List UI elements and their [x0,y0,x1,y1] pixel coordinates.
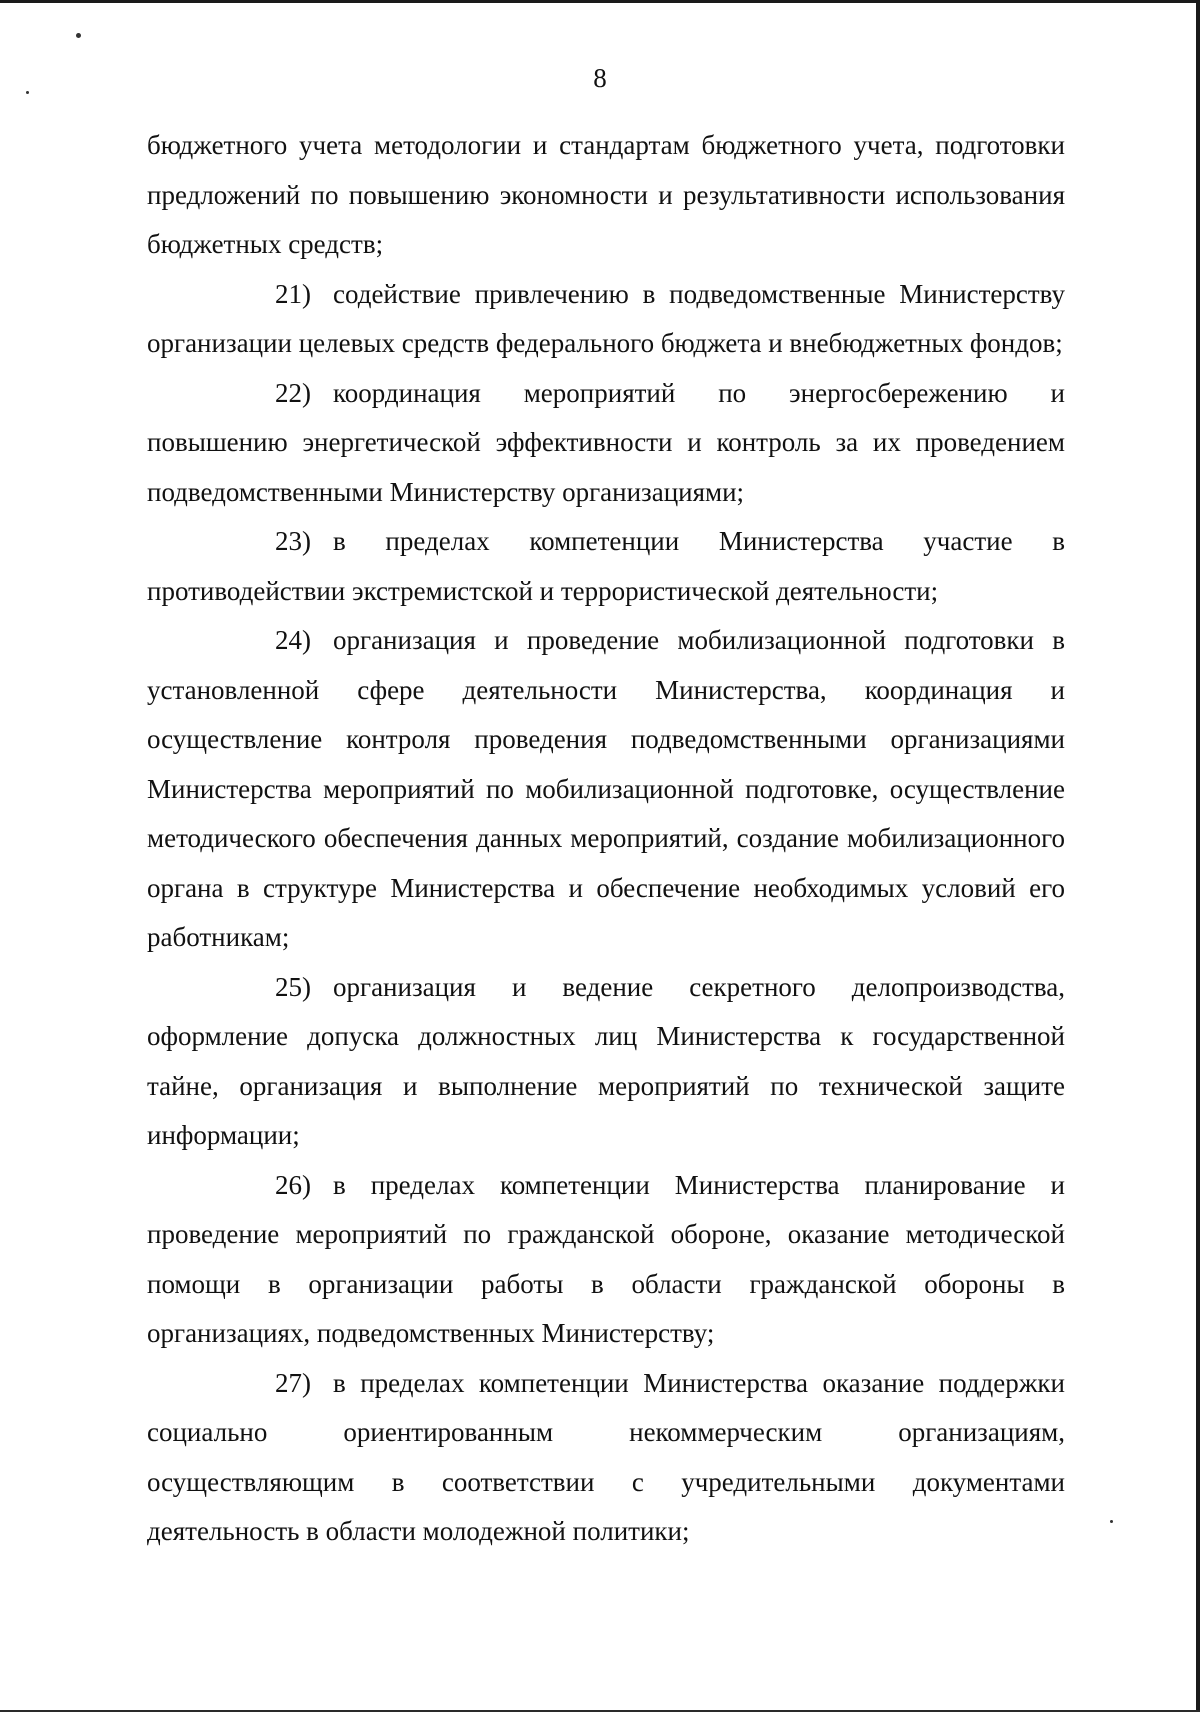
item-text: содействие привлечению в подведомственные Министерству организации целевых средств федерального бюджета и внебюджетных фондов; [147,278,1065,358]
list-item-23 [147,517,1065,616]
item-text: в пределах компетенции Министерства планирование и проведение мероприятий по гражданской обороне, оказание методической помощи в организации работы в области гражданской обороны в организациях, подведомственных Министерству; [147,1169,1065,1348]
scan-speck [1110,1520,1113,1523]
scan-edge-right [1196,0,1200,1712]
list-item-25 [147,963,1065,1161]
paragraph-continuation [147,121,1065,270]
scan-speck [76,33,81,38]
item-text: в пределах компетенции Министерства участие в противодействии экстремистской и террористической деятельности; [147,526,1065,606]
list-item-26 [147,1161,1065,1359]
item-number: 25) [275,971,311,1002]
item-text: организация и ведение секретного делопроизводства, оформление допуска должностных лиц Министерства к государственной тайне, организация и выполнение мероприятий по технической защите информации; [147,971,1065,1150]
document-body [147,121,1065,1557]
item-text: координация мероприятий по энергосбережению и повышению энергетической эффективности и контроль за их проведением подведомственными Министерству организациями; [147,377,1065,507]
item-number: 27) [275,1367,311,1398]
page-number: 8 [593,63,607,93]
list-item-22 [147,369,1065,518]
list-item-24 [147,616,1065,963]
list-item-21 [147,270,1065,369]
item-number: 26) [275,1169,311,1200]
item-number: 22) [275,377,311,408]
item-text: организация и проведение мобилизационной подготовки в установленной сфере деятельности Министерства, координация и осуществление контроля проведения подведомственными организациями Министерства мероприятий по мобилизационной подготовке, осуществление методического обеспечения данных мероприятий, создание мобилизационного органа в структуре Министерства и обеспечение необходимых условий его работникам; [147,625,1065,952]
item-number: 24) [275,625,311,655]
item-number: 21) [275,278,311,309]
list-item-27 [147,1359,1065,1557]
scan-edge-top [0,0,1200,3]
item-number: 23) [275,526,311,556]
item-text: в пределах компетенции Министерства оказание поддержки социально ориентированным некоммерческим организациям, осуществляющим в соответствии с учредительными документами деятельность в области молодежной политики; [147,1367,1065,1546]
paragraph-text: бюджетного учета методологии и стандартам бюджетного учета, подготовки предложений по повышению экономности и результативности использования бюджетных средств; [147,130,1065,259]
